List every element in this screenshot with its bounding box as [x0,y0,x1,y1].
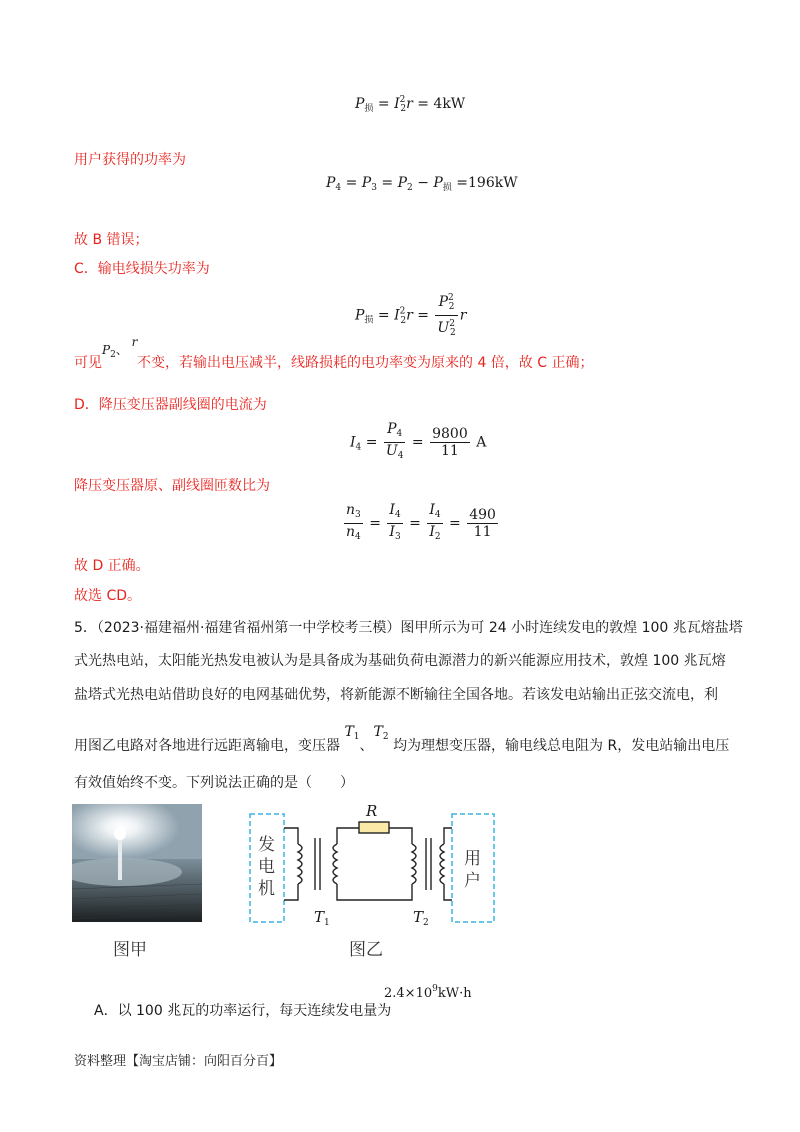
symbol-i: I [394,96,400,112]
c-vars: $P_2$、 r [102,335,138,360]
solar-plant-photo [72,804,202,922]
question-line-4: 用图乙电路对各地进行远距离输电，变压器 $T_1$、$T_2$ 均为理想变压器，输电线总电阻为 R，发电站输出电压 [74,724,730,754]
fraction-numerator: 490 [469,507,496,523]
question-line-4-end: 均为理想变压器，输电线总电阻为 R，发电站输出电压 [393,738,730,754]
symbol-p3: P [361,175,372,191]
c-header-line: C．输电线损失功率为 [74,261,210,277]
symbol-p4: P [326,175,336,191]
b-wrong-line: 故 B 错误； [74,232,149,248]
subscript-loss: 损 [364,104,374,114]
t2-label: $T_2$ [413,908,429,928]
c-conclusion: 不变，若输出电压减半，线路损耗的电功率变为原来的 4 倍，故 C 正确； [137,355,594,371]
user-power-line: 用户获得的功率为 [74,152,186,168]
fraction-denominator: 11 [473,524,492,540]
d-ratio-line: 降压变压器原、副线圈匝数比为 [74,478,270,494]
question-line-1: 5．（2023·福建福州·福建省福州第一中学校考三模）图甲所示为可 24 小时连续发电的敦煌 100 兆瓦熔盐塔 [74,620,743,636]
photo-caption: 图甲 [113,940,147,960]
generator-label: 发电机 [258,835,275,899]
d-right-line: 故 D 正确。 [74,558,150,574]
subscript-3: 3 [371,183,377,193]
option-a: A．以 100 兆瓦的功率运行，每天连续发电量为 [94,1003,392,1019]
question-line-2: 式光热电站，太阳能光热发电被认为是具备成为基础负荷电源潜力的新兴能源应用技术，敦煌 100 兆瓦熔 [74,653,726,669]
unit-ampere: A [476,434,487,451]
formula-user-power: $P_4 = P_3 = P_2 - P_损 =196kW$ [326,175,518,193]
fraction-p2-u2: $\frac{P^2_2}{U^2_2}$ [435,290,457,341]
resistor-label: R [366,802,378,820]
option-a-value: $2.4\times 10^9kW\cdot h$ [384,984,472,1001]
subscript-2: 2 [400,104,407,114]
c-prefix: 可见 [74,355,102,371]
formula-i4: $I_4$ = $\frac{P_4}{U_4}$ = $\frac{9800}{11}$ A [350,421,487,461]
formula-loss-expanded: $P_损 = I^2_2r$ = $\frac{P^2_2}{U^2_2}$ r [355,290,466,341]
symbol-p-loss: P [433,175,443,191]
superscript-2: 2 [399,95,406,105]
footer-note: 资料整理【淘宝店铺：向阳百分百】 [74,1054,283,1069]
formula-result: =196kW [456,175,518,191]
symbol-r: r [406,96,413,112]
fraction-denominator: 11 [441,443,459,459]
symbol-p2: P [397,175,408,191]
formula-turns-ratio: $\frac{n_3}{n_4}$ = $\frac{I_4}{I_3}$ = $\frac{I_4}{I_2}$ = $\frac{490}{11}$ [346,502,496,542]
formula-line-loss-power: $P_损 = I^2_2r = 4kW$ [355,95,466,114]
d-header-line: D．降压变压器副线圈的电流为 [74,397,267,413]
fraction-numerator: 9800 [432,426,468,442]
user-label: 用户 [464,849,481,891]
circuit-caption: 图乙 [349,940,383,960]
transmission-circuit [236,804,506,954]
solar-tower-image [72,804,202,922]
t1-label: $T_1$ [314,908,330,928]
choose-line: 故选 CD。 [74,588,142,604]
question-line-5: 有效值始终不变。下列说法正确的是（ ） [74,775,354,791]
subscript-2: 2 [407,183,413,193]
symbol-p: P [355,96,365,112]
formula-result: = 4kW [417,96,466,112]
question-line-3: 盐塔式光热电站借助良好的电网基础优势，将新能源不断输往全国各地。若该发电站输出正弦交流电，利 [74,687,718,703]
subscript-loss: 损 [442,183,452,193]
question-line-4-start: 用图乙电路对各地进行远距离输电，变压器 [74,738,340,754]
subscript-4: 4 [335,183,342,193]
